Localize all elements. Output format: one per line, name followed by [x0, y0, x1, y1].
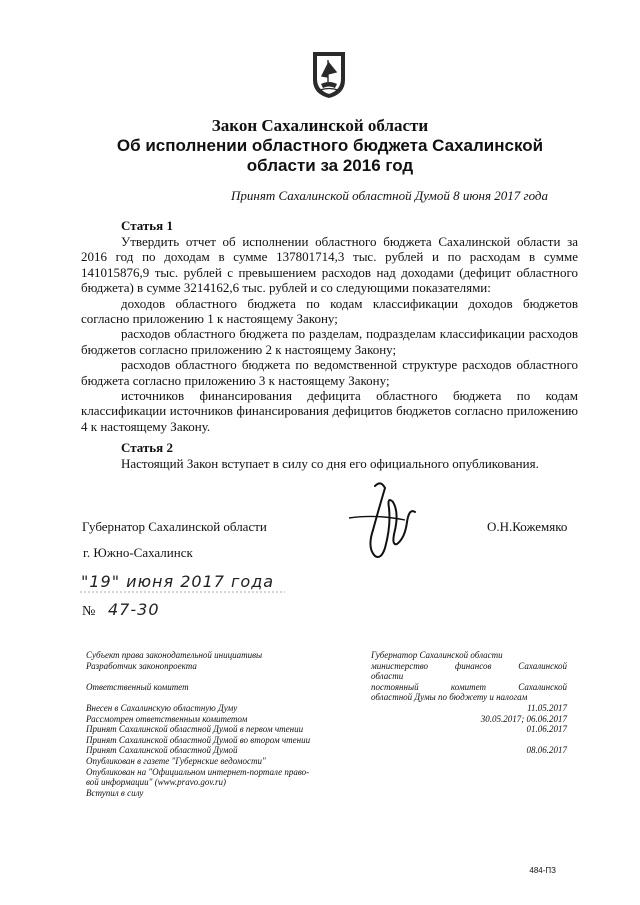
- law-title: Закон Сахалинской области: [211, 116, 429, 135]
- sakhalin-coat-of-arms-icon: [311, 50, 347, 100]
- date-underline: [80, 590, 290, 594]
- article-2-body: [81, 456, 578, 471]
- article-paragraph: Утвердить отчет об исполнении областного бюджета Сахалинской области за 2016 год по доходам в сумме 137801714,3 тыс. рублей и по расходам в сумме 141015876,9 тыс. рублей с превышением расходов над доходами (дефицит областного бюджета) в сумме 3214162,6 тыс. рублей и со следующими показателями:: [81, 234, 578, 296]
- meta-left-column: Субъект права законодательной инициативы Разработчик законопроекта Ответственный комитет Внесен в Сахалинскую областную Думу Рассмотрен ответственным комитетом Принят Сахалинской областной Думой в первом чтении Принят Сахалинской областной Думой во втором чтении Принят Сахалинской областной Думой Опубликован в газете "Губернские ведомости" Опубликован на "Официальном интернет-портале право- вой информации" (www.pravo.gov.ru) Вступил в силу: [86, 650, 311, 798]
- city: г. Южно-Сахалинск: [83, 545, 193, 560]
- law-number-handwritten: 47-30: [108, 600, 160, 619]
- law-subject: Об исполнении областного бюджета Сахалинской области за 2016 год: [116, 136, 544, 175]
- article-paragraph: расходов областного бюджета по разделам, подразделам классификации расходов бюджетов согласно приложению 2 к настоящему Закону;: [81, 326, 578, 357]
- article-1-body: [81, 234, 578, 434]
- number-prefix: №: [82, 604, 96, 619]
- meta-right-column: Губернатор Сахалинской области министерство финансов Сахалинской области постоянный комитет Сахалинской областной Думы по бюджету и налогам 11.05.2017 30.05.2017; 06.06.2017 01.06.2017 08.06.2017: [371, 650, 567, 756]
- handwritten-signature: [345, 478, 425, 568]
- document-code: 484-ПЗ: [529, 866, 556, 875]
- signatory-position: Губернатор Сахалинской области: [82, 519, 267, 534]
- signing-date-handwritten: "19" июня 2017 года: [81, 572, 275, 591]
- article-1-heading: Статья 1: [121, 218, 173, 233]
- article-paragraph: источников финансирования дефицита областного бюджета по кодам классификации источников финансирования дефицитов бюджетов согласно приложению 4 к настоящему Закону.: [81, 388, 578, 434]
- article-paragraph: расходов областного бюджета по ведомственной структуре расходов областного бюджета согласно приложению 3 к настоящему Закону;: [81, 357, 578, 388]
- article-paragraph: доходов областного бюджета по кодам классификации доходов бюджетов согласно приложению 1 к настоящему Закону;: [81, 295, 578, 327]
- signatory-name: О.Н.Кожемяко: [487, 519, 568, 534]
- article-2-heading: Статья 2: [121, 440, 173, 455]
- article-paragraph: Настоящий Закон вступает в силу со дня его официального опубликования.: [121, 456, 539, 471]
- adoption-note: Принят Сахалинской областной Думой 8 июня 2017 года: [231, 188, 548, 203]
